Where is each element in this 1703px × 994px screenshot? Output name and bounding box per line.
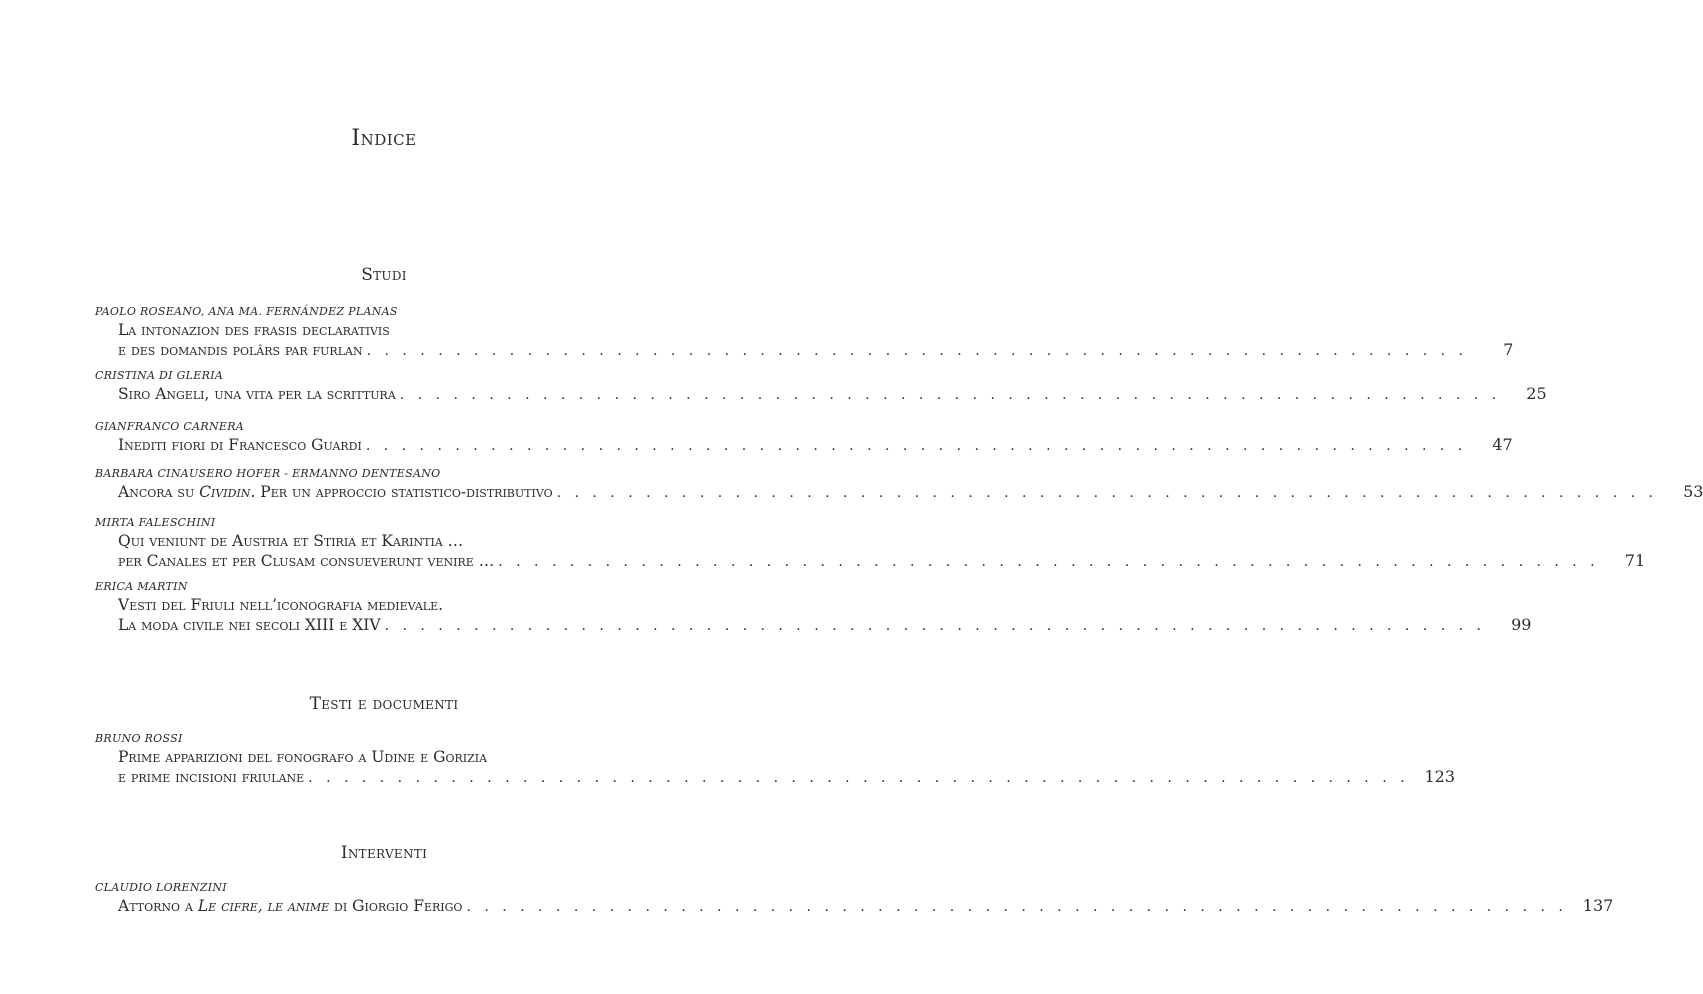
page-number: 123 [1424,767,1456,786]
page-number: 71 [1624,551,1646,570]
entry-author: CRISTINA DI GLERIA [95,369,224,382]
page-number: 99 [1511,615,1532,634]
entry-author: CLAUDIO LORENZINI [95,881,227,894]
entry-title-line: e des domandis polârs par furlan . . . . . . . . . . . . . . . . . . . . . . . . . . . . . . . . . . . . . . . . . . . . . . . . . . . . . . . . . . . . . . 7 [118,340,1514,359]
entry-title-line: Siro Angeli, una vita per la scrittura . . . . . . . . . . . . . . . . . . . . . . . . . . . . . . . . . . . . . . . . . . . . . . . . . . . . . . . . . . . . . . 25 [118,384,1547,403]
entry-author: GIANFRANCO CARNERA [95,420,245,433]
entry-author: BARBARA CINAUSERO HOFER - ERMANNO DENTESANO [95,467,441,480]
page-title: Indice [351,126,417,151]
entry-author: PAOLO ROSEANO, ANA MA. FERNÁNDEZ PLANAS [95,305,398,318]
entry-title-line: Qui veniunt de Austria et Stiria et Karintia … [118,532,464,550]
toc-entry[interactable] [95,880,1614,917]
page-number: 47 [1492,435,1513,454]
dot-leader: . . . . . . . . . . . . . . . . . . . . . . . . . . . . . . . . . . . . . . . . . . . . . . . . . . . . . . . . . . . . . . [399,387,1501,403]
entry-author: ERICA MARTIN [95,580,188,593]
entry-author: BRUNO ROSSI [95,732,183,745]
toc-entry[interactable] [95,579,1532,636]
toc-entry[interactable] [95,515,1646,572]
dot-leader: . . . . . . . . . . . . . . . . . . . . . . . . . . . . . . . . . . . . . . . . . . . . . . . . . . . . . . . . . . . . . . [308,770,1410,786]
entry-title-line: La moda civile nei secoli XIII e XIV . . . . . . . . . . . . . . . . . . . . . . . . . . . . . . . . . . . . . . . . . . . . . . . . . . . . . . . . . . . . . . 99 [118,615,1532,634]
toc-entry[interactable] [95,368,1547,405]
entry-title-line: La intonazion des frasis declarativis [118,321,390,339]
dot-leader: . . . . . . . . . . . . . . . . . . . . . . . . . . . . . . . . . . . . . . . . . . . . . . . . . . . . . . . . . . . . . . [498,554,1600,570]
entry-title-line: Attorno a Le cifre, le anime di Giorgio Ferigo . . . . . . . . . . . . . . . . . . . . . . . . . . . . . . . . . . . . . . . . . . . . . . . . . . . . . . . . . . . . . . 137 [118,896,1614,915]
dot-leader: . . . . . . . . . . . . . . . . . . . . . . . . . . . . . . . . . . . . . . . . . . . . . . . . . . . . . . . . . . . . . . [366,343,1468,359]
entry-title-line: Inediti fiori di Francesco Guardi . . . . . . . . . . . . . . . . . . . . . . . . . . . . . . . . . . . . . . . . . . . . . . . . . . . . . . . . . . . . . . 47 [118,435,1513,454]
entry-title-line: Vesti del Friuli nell’iconografia medievale. [118,596,444,614]
dot-leader: . . . . . . . . . . . . . . . . . . . . . . . . . . . . . . . . . . . . . . . . . . . . . . . . . . . . . . . . . . . . . . [466,899,1568,915]
dot-leader: . . . . . . . . . . . . . . . . . . . . . . . . . . . . . . . . . . . . . . . . . . . . . . . . . . . . . . . . . . . . . . [365,438,1467,454]
entry-title-line: e prime incisioni friulane . . . . . . . . . . . . . . . . . . . . . . . . . . . . . . . . . . . . . . . . . . . . . . . . . . . . . . . . . . . . . . 123 [118,767,1456,786]
page-number: 25 [1526,384,1547,403]
toc-entry[interactable] [95,304,1514,361]
page-number: 53 [1683,482,1703,501]
entry-author: MIRTA FALESCHINI [95,516,216,529]
toc-entry[interactable] [95,731,1456,788]
page-number: 137 [1582,896,1614,915]
entry-title-line: Ancora su Cividin. Per un approccio statistico-distributivo . . . . . . . . . . . . . . . . . . . . . . . . . . . . . . . . . . . . . . . . . . . . . . . . . . . . . . . . . . . . . . 53 [118,482,1703,501]
page-number: 7 [1503,340,1514,359]
section-heading-studi: Studi [361,265,407,285]
entry-title-line: per Canales et per Clusam consueverunt venire … . . . . . . . . . . . . . . . . . . . . . . . . . . . . . . . . . . . . . . . . . . . . . . . . . . . . . . . . . . . . . . 71 [118,551,1646,570]
section-heading-interventi: Interventi [340,843,428,863]
entry-title-line: Prime apparizioni del fonografo a Udine e Gorizia [118,748,488,766]
dot-leader: . . . . . . . . . . . . . . . . . . . . . . . . . . . . . . . . . . . . . . . . . . . . . . . . . . . . . . . . . . . . . . [384,618,1486,634]
toc-entry[interactable] [95,466,1703,503]
section-heading-testi-e-documenti: Testi e documenti [309,694,459,714]
dot-leader: . . . . . . . . . . . . . . . . . . . . . . . . . . . . . . . . . . . . . . . . . . . . . . . . . . . . . . . . . . . . . . [556,485,1658,501]
toc-entry[interactable] [95,419,1513,456]
